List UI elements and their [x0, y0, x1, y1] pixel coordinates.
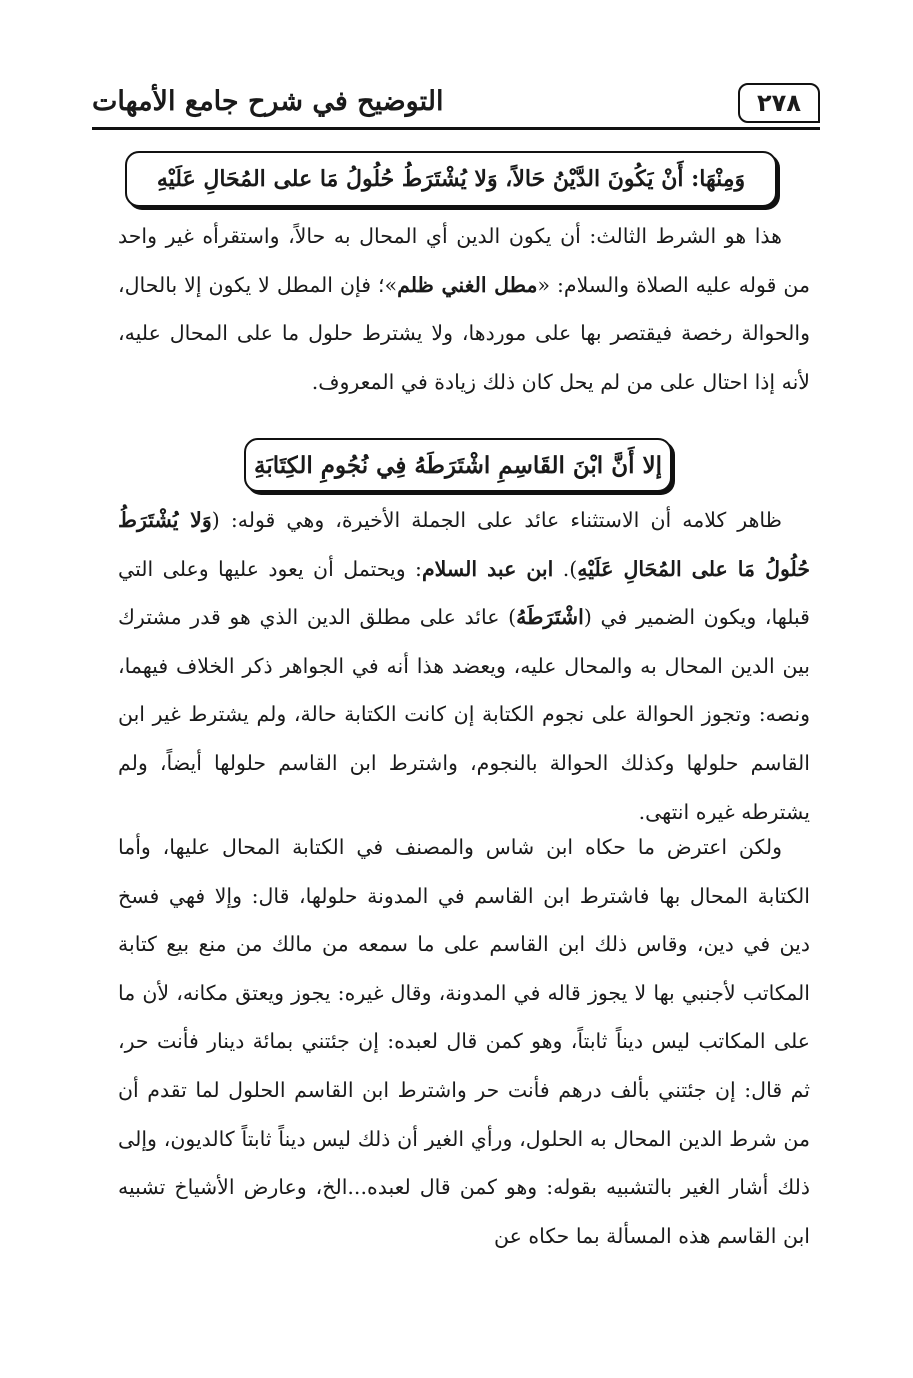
paragraph-2-text-c: : ويحتمل أن يعود عليها وعلى التي قبلها، ويكون الضمير في ( [118, 556, 810, 630]
running-header [92, 80, 820, 130]
paragraph-2-text-d: ) عائد على مطلق الدين الذي هو قدر مشترك بين الدين المحال به والمحال عليه، ويعضد هذا أنه في الجواهر ذكر الخلاف فيهما، ونصه: وتجوز الحوالة على نجوم الكتابة إن كانت الكتابة حالة، ولم يشترط غير ابن القاسم حلولها وكذلك الحوالة بالنجوم، واشترط ابن القاسم حلولها أيضاً، ولم يشترطه غيره انتهى. [118, 605, 810, 824]
matn-quote-2: اشْتَرَطَهُ [516, 605, 584, 630]
header-rule [92, 127, 820, 130]
paragraph-1-text-b: »؛ فإن المطل لا يكون إلا بالحال، والحوالة رخصة فيقتصر بها على موردها، ولا يشترط حلول ما على المحال عليه، لأنه إذا احتال على من لم يحل كان ذلك زيادة في المعروف. [118, 272, 810, 394]
commentary-paragraph-2 [118, 496, 810, 836]
matn-heading-1: وَمِنْهَا: أَنْ يَكُونَ الدَّيْنُ حَالاً، وَلا يُشْتَرَطُ حُلُولُ مَا على المُحَالِ عَلَيْهِ [125, 151, 777, 207]
paragraph-2-text-a: ظاهر كلامه أن الاستثناء عائد على الجملة الأخيرة، وهي قوله: ( [211, 508, 782, 532]
matn-heading-2: إلا أَنَّ ابْنَ القَاسِمِ اشْتَرَطَهُ فِي نُجُومِ الكِتَابَةِ [244, 438, 672, 492]
paragraph-2-text-b: ). [553, 556, 578, 581]
matn-quote-1: وَلا يُشْتَرَطُ حُلُولُ مَا على المُحَالِ عَلَيْهِ [118, 508, 811, 581]
commentary-paragraph-1 [118, 212, 810, 406]
page-number: ٢٧٨ [738, 83, 820, 123]
paragraph-1-text-a: هذا هو الشرط الثالث: أن يكون الدين أي المحال به حالاً، واستقرأه غير واحد من قوله عليه الصلاة والسلام: « [118, 224, 810, 297]
author-name: ابن عبد السلام [421, 556, 554, 581]
book-title: التوضيح في شرح جامع الأمهات [92, 86, 444, 117]
commentary-paragraph-3: ولكن اعترض ما حكاه ابن شاس والمصنف في الكتابة المحال عليها، وأما الكتابة المحال بها فاشترط ابن القاسم في المدونة حلولها، قال: وإلا فهي فسخ دين في دين، وقاس ذلك ابن القاسم على ما سمعه من مالك من منع بيع كتابة المكاتب لأجنبي بها لا يجوز قاله في المدونة، وقال غيره: يجوز ويعتق مكانه، لأن ما على المكاتب ليس ديناً ثابتاً، وهو كمن قال لعبده: إن جئتني بمائة دينار فأنت حر، ثم قال: إن جئتني بألف درهم فأنت حر واشترط ابن القاسم الحلول لما تقدم أن من شرط الدين المحال به الحلول، ورأي الغير أن ذلك ليس ديناً ثابتاً كالديون، وإلى ذلك أشار الغير بالتشبيه بقوله: وهو كمن قال لعبده...الخ، وعارض الأشياخ تشبيه ابن القاسم هذه المسألة بما حكاه عن [118, 835, 810, 1248]
hadith-quote: مطل الغني ظلم [397, 272, 538, 297]
